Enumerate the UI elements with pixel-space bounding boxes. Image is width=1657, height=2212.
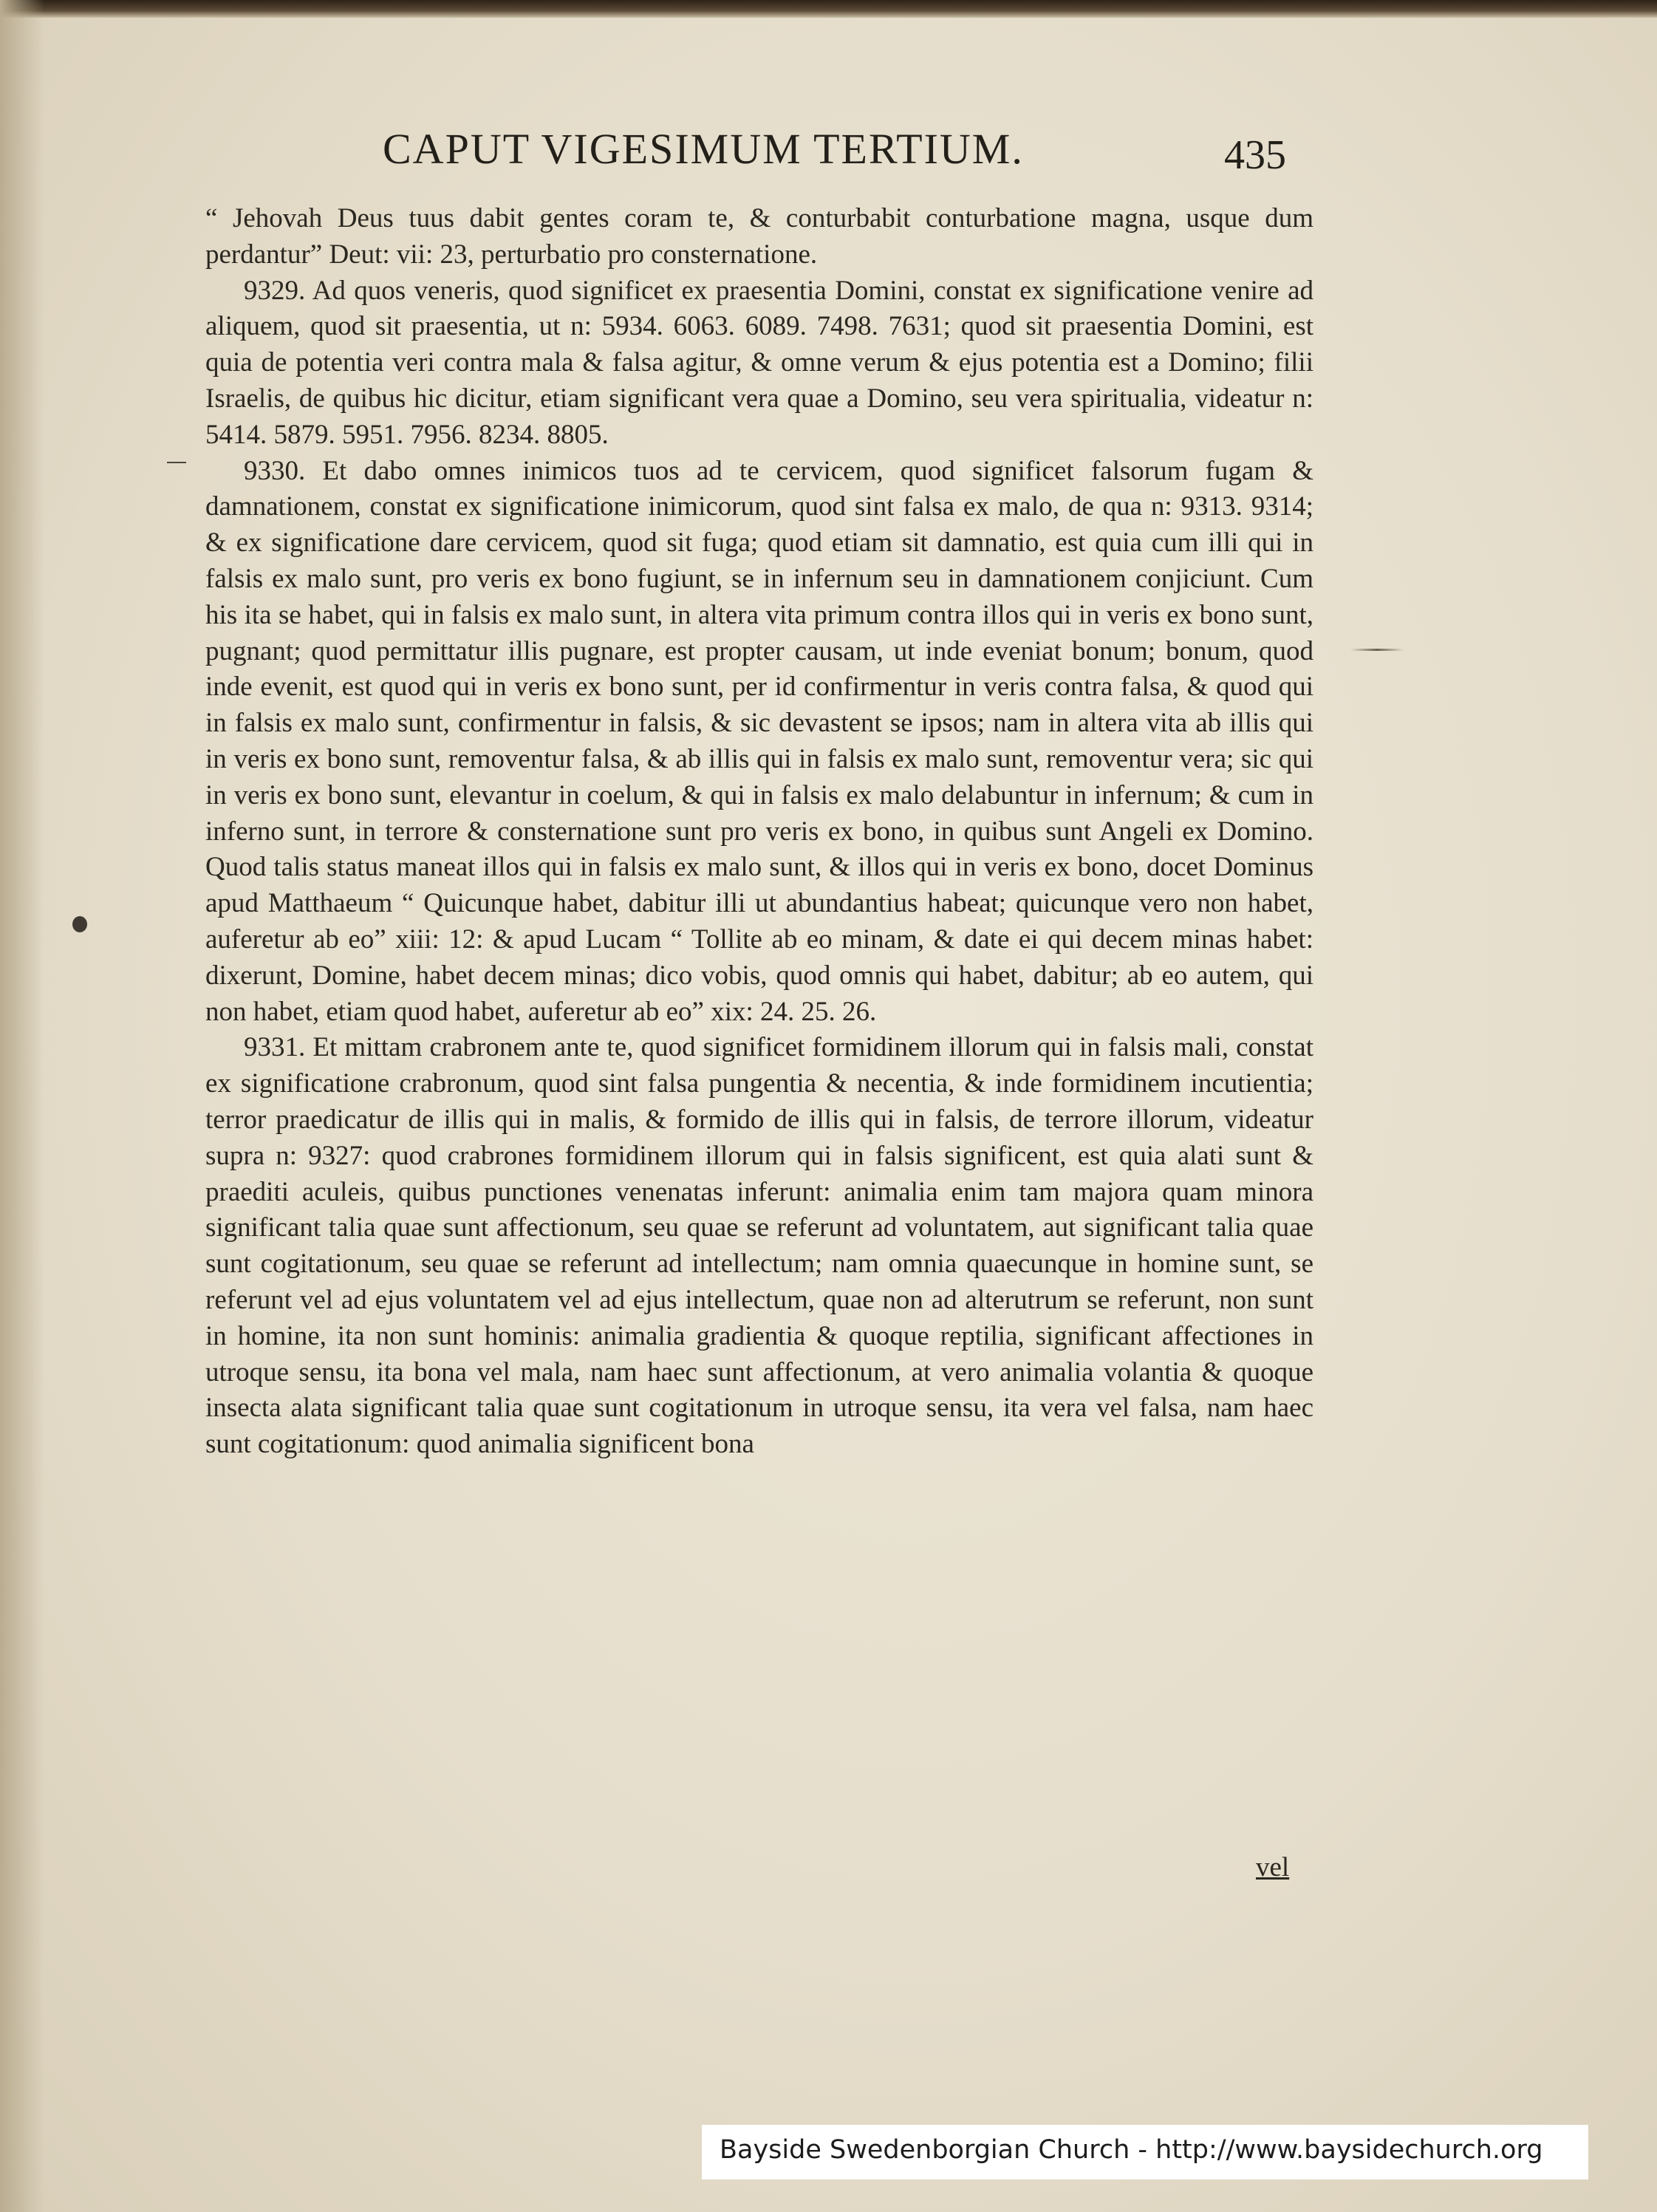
credit-text: Bayside Swedenborgian Church - http://www.baysidechurch.org	[720, 2135, 1543, 2165]
ink-spot	[72, 916, 87, 932]
margin-mark-right	[1350, 649, 1404, 651]
running-title: CAPUT VIGESIMUM TERTIUM.	[383, 125, 1024, 173]
catchword: vel	[1256, 1852, 1290, 1882]
paragraph-9329: 9329. Ad quos veneris, quod significet ex praesentia Domini, constat ex significatione venire ad aliquem, quod sit praesentia, ut n: 5934. 6063. 6089. 7498. 7631; quod sit praesentia Domini, est quia de potentia veri contra mala & falsa agitur, & omne verum & ejus potentia est a Domino; filii Israelis, de quibus hic dicitur, etiam significant vera quae a Domino, seu vera spiritualia, videatur n: 5414. 5879. 5951. 7956. 8234. 8805.	[205, 275, 1313, 450]
body-text	[205, 201, 1313, 1463]
page-top-edge	[0, 0, 1657, 18]
credit-banner	[702, 2125, 1588, 2179]
paragraph-continuation: “ Jehovah Deus tuus dabit gentes coram te, & conturbabit conturbatione magna, usque dum perdantur” Deut: vii: 23, perturbatio pro consternatione.	[205, 203, 1313, 270]
margin-mark	[167, 462, 186, 463]
paragraph-9330: 9330. Et dabo omnes inimicos tuos ad te cervicem, quod significet falsorum fugam & damnationem, constat ex significatione inimicorum, quod sint falsa ex malo, de qua n: 9313. 9314; & ex significatione dare cervicem, quod sit fuga; quod etiam sit damnatio, est quia cum illi qui in falsis ex malo sunt, pro veris ex bono fugiunt, se in infernum seu in damnationem conjiciunt. Cum his ita se habet, qui in falsis ex malo sunt, in altera vita primum contra illos qui in veris ex bono sunt, pugnant; quod permittatur illis pugnare, est propter causam, ut inde eveniat bonum; bonum, quod inde evenit, est quod qui in veris ex bono sunt, per id confirmentur in veris contra falsa, & quod qui in falsis ex malo sunt, confirmentur in falsis, & sic devastent se ipsos; nam in altera vita ab illis qui in veris ex bono sunt, removentur falsa, & ab illis qui in falsis ex malo sunt, removentur vera; sic qui in veris ex bono sunt, elevantur in coelum, & qui in falsis ex malo delabuntur in infernum; & cum in inferno sunt, in terrore & consternatione sunt pro veris ex bono, in quibus sunt Angeli ex Domino. Quod talis status maneat illos qui in falsis ex malo sunt, & illos qui in veris ex bono, docet Dominus apud Matthaeum “ Quicunque habet, dabitur illi ut abundantius habeat; quicunque vero non habet, auferetur ab eo” xiii: 12: & apud Lucam “ Tollite ab eo minam, & date ei qui decem minas habet: dixerunt, Domine, habet decem minas; dico vobis, quod omnis qui habet, dabitur; ab eo autem, qui non habet, etiam quod habet, auferetur ab eo” xix: 24. 25. 26.	[205, 455, 1313, 1027]
page-number: 435	[1224, 132, 1286, 178]
page-header	[207, 124, 1315, 183]
binding-shadow	[0, 0, 44, 2212]
paragraph-9331: 9331. Et mittam crabronem ante te, quod significet formidinem illorum qui in falsis mali, constat ex significatione crabronum, quod sint falsa pungentia & necentia, & inde formidinem incutientia; terror praedicatur de illis qui in malis, & formido de illis qui in falsis, de terrore illorum, videatur supra n: 9327: quod crabrones formidinem illorum qui in falsis significent, est quia alati sunt & praediti aculeis, quibus punctiones venenatas inferunt: animalia enim tam majora quam minora significant talia quae sunt affectionum, seu quae se referunt ad voluntatem, aut significant talia quae sunt cogitationum, seu quae se referunt ad intellectum; nam omnia quaecunque in homine sunt, se referunt vel ad ejus voluntatem vel ad ejus intellectum, quae non ad alterutrum se referunt, non sunt in homine, ita non sunt hominis: animalia gradientia & quoque reptilia, significant affectiones in utroque sensu, ita bona vel mala, nam haec sunt affectionum, at vero animalia volantia & quoque insecta alata significant talia quae sunt cogitationum in utroque sensu, ita vera vel falsa, nam haec sunt cogitationum: quod animalia significent bona	[205, 1032, 1313, 1460]
